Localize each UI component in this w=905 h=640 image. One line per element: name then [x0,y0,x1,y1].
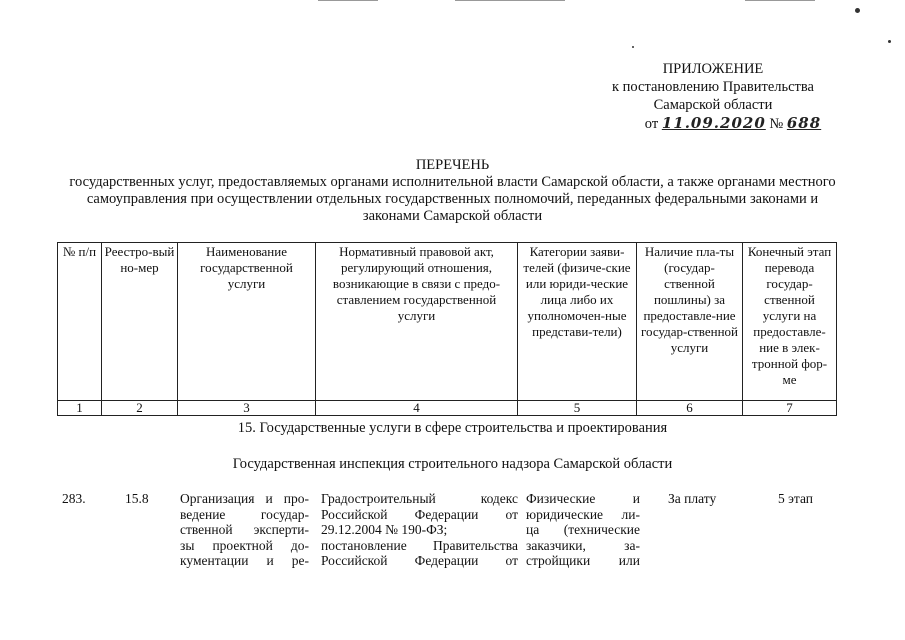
appendix-line: Самарской области [653,97,773,113]
handwritten-date: 11.09.2020 [661,114,766,132]
header-row [58,243,837,401]
column-number: 1 [58,401,102,416]
scan-speck [855,8,860,13]
document-title [40,157,865,225]
service-name-line: Организация и про- [180,491,309,506]
agency-title: Государственная инспекция строительного надзора Самарской области [232,456,673,472]
scan-speck [888,40,891,43]
legal-act-line: постановление Правительства [321,537,518,553]
column-number-row [58,401,837,416]
column-number: 3 [178,401,316,416]
legal-act-line: Российской Федерации от [321,506,518,522]
header-cell-service-name: Наименование государственной услуги [178,243,316,401]
applicants-line: стройщики или [526,553,640,568]
entry-service-name [180,491,309,569]
column-number: 6 [637,401,743,416]
applicants-line: ца (технические [526,522,640,537]
scan-rule-left [318,0,378,1]
header-cell-applicants: Категории заяви-телей (физиче-ские или юриди-ческие лица либо их уполномочен-ные представи-тели) [518,243,637,401]
appendix-date-line [583,114,843,133]
header-cell-legal-act: Нормативный правовой акт, регулирующий отношения, возникающие в связи с предо-ставлением государственной услуги [316,243,518,401]
scan-rule-center [455,0,565,1]
section-title: 15. Государственные услуги в сфере строительства и проектирования [237,420,668,436]
applicants-line: Физические и [526,491,640,506]
number-prefix: № [769,116,784,132]
header-cell-registry: Реестро-вый но-мер [102,243,178,401]
scan-speck [632,46,634,48]
entry-fee: За плату [668,491,717,506]
entry-number: 283. [62,491,86,506]
header-cell-fee: Наличие пла-ты (государ-ственной пошлины) за предоставле-ние государ-ственной услуги [637,243,743,401]
entry-legal-act [321,491,518,569]
header-cell-number: № п/п [58,243,102,401]
entry-stage: 5 этап [778,491,814,506]
column-number: 5 [518,401,637,416]
date-prefix: от [644,116,659,132]
entry-registry: 15.8 [125,491,149,506]
legal-act-line: 29.12.2004 № 190-ФЗ; [321,522,448,537]
service-name-line: ведение государ- [180,506,309,522]
title-line: самоуправления при осуществлении отдельных государственных полномочий, переданных федеральными законами и [86,191,819,207]
service-name-line: зы проектной до- [180,537,309,553]
appendix-heading: ПРИЛОЖЕНИЕ [662,61,764,77]
service-name-line: кументации и ре- [180,553,309,568]
service-name-line: ственной эксперти- [180,522,309,537]
scan-rule-right [745,0,815,1]
appendix-block [583,60,843,133]
entry-applicants [526,491,640,569]
services-table-header [57,242,837,416]
title-line: государственных услуг, предоставляемых органами исполнительной власти Самарской области, а также органами местного [69,174,836,190]
column-number: 2 [102,401,178,416]
handwritten-number: 688 [786,114,822,132]
column-number: 4 [316,401,518,416]
legal-act-line: Российской Федерации от [321,553,518,568]
header-cell-electronic-stage: Конечный этап перевода государ-ственной услуги на предоставле-ние в элек-тронной фор-ме [743,243,837,401]
title-line: законами Самарской области [362,208,543,224]
appendix-line: к постановлению Правительства [612,79,814,95]
legal-act-line: Градостроительный кодекс [321,491,518,506]
applicants-line: заказчики, за- [526,537,640,553]
column-number: 7 [743,401,837,416]
applicants-line: юридические ли- [526,506,640,522]
title-heading: ПЕРЕЧЕНЬ [415,157,490,173]
